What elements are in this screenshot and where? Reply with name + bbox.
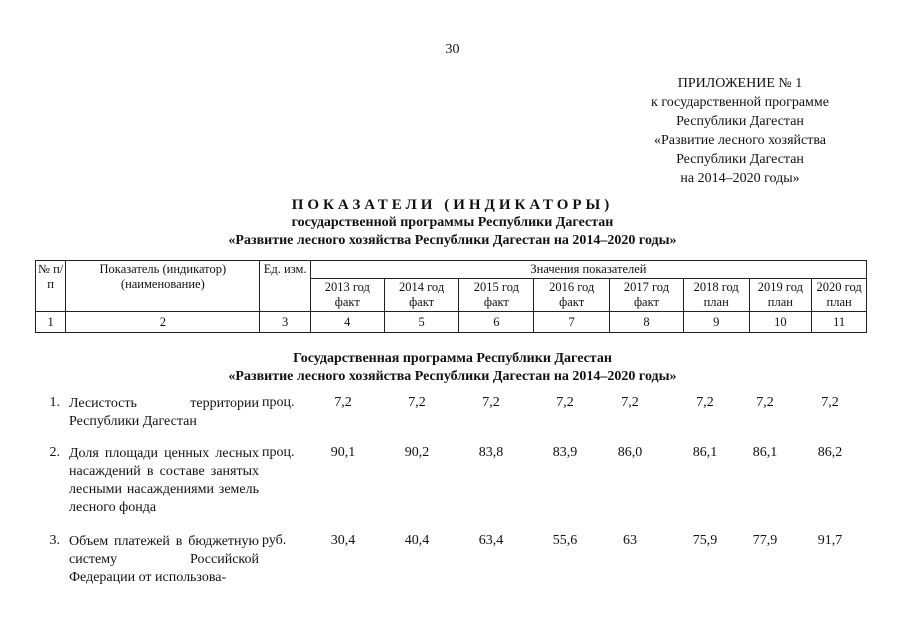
row-value: 86,0 bbox=[617, 445, 643, 460]
title-line-2: государственной программы Республики Дагестан bbox=[291, 215, 614, 230]
header-unit: Ед. изм. bbox=[260, 261, 311, 312]
row-value: 55,6 bbox=[552, 533, 578, 548]
column-number: 8 bbox=[610, 312, 684, 333]
header-year: 2018 год bbox=[693, 280, 739, 294]
annex-block bbox=[600, 74, 880, 188]
header-year-cell bbox=[749, 279, 812, 312]
row-number: 3. bbox=[49, 533, 60, 548]
header-year-cell bbox=[812, 279, 867, 312]
header-year: 2020 год bbox=[816, 280, 862, 294]
row-number: 1. bbox=[49, 395, 60, 410]
header-year-kind: план bbox=[826, 295, 852, 309]
header-no: № п/п bbox=[36, 261, 66, 312]
row-value: 90,2 bbox=[404, 445, 430, 460]
row-indicator-name: Лесистость территории Республики Дагестан bbox=[69, 396, 259, 429]
title-line-1: ПОКАЗАТЕЛИ (ИНДИКАТОРЫ) bbox=[291, 197, 614, 213]
row-unit: проц. bbox=[262, 395, 295, 410]
row-unit: руб. bbox=[262, 533, 287, 548]
header-year-kind: план bbox=[703, 295, 729, 309]
column-number: 5 bbox=[384, 312, 459, 333]
row-number: 2. bbox=[49, 445, 60, 460]
header-year: 2014 год bbox=[398, 280, 445, 294]
annex-line: «Развитие лесного хозяйства bbox=[653, 133, 826, 148]
row-value: 7,2 bbox=[482, 395, 500, 410]
column-number: 2 bbox=[66, 312, 260, 333]
annex-line: ПРИЛОЖЕНИЕ № 1 bbox=[677, 76, 803, 91]
row-value: 7,2 bbox=[696, 395, 714, 410]
row-value: 83,9 bbox=[552, 445, 578, 460]
header-values-group: Значения показателей bbox=[310, 261, 866, 279]
row-value: 7,2 bbox=[756, 395, 774, 410]
column-number: 9 bbox=[683, 312, 749, 333]
header-year-kind: факт bbox=[483, 295, 509, 309]
header-year-cell bbox=[310, 279, 384, 312]
header-year-kind: план bbox=[767, 295, 793, 309]
header-indicator: Показатель (индикатор) (наименование) bbox=[66, 261, 260, 312]
header-year: 2013 год bbox=[324, 280, 370, 294]
row-value: 86,2 bbox=[817, 445, 843, 460]
column-number: 4 bbox=[310, 312, 384, 333]
header-year-cell bbox=[610, 279, 684, 312]
row-indicator-name: Доля площади ценных лесных насаждений в составе занятых лесными насаждениями земель лесного фонда bbox=[69, 446, 259, 515]
header-year-cell bbox=[683, 279, 749, 312]
row-value: 7,2 bbox=[334, 395, 352, 410]
row-value: 86,1 bbox=[692, 445, 718, 460]
section-line-1: Государственная программа Республики Дагестан bbox=[293, 351, 612, 366]
page-number: 30 bbox=[445, 42, 460, 57]
row-value: 7,2 bbox=[408, 395, 426, 410]
header-year-cell bbox=[384, 279, 459, 312]
column-number: 7 bbox=[534, 312, 610, 333]
section-title bbox=[0, 350, 905, 386]
header-year-kind: факт bbox=[409, 295, 435, 309]
column-number: 10 bbox=[749, 312, 812, 333]
title-line-3: «Развитие лесного хозяйства Республики Дагестан на 2014–2020 годы» bbox=[228, 233, 677, 248]
annex-line: на 2014–2020 годы» bbox=[680, 171, 800, 186]
header-year-cell bbox=[534, 279, 610, 312]
row-value: 91,7 bbox=[817, 533, 843, 548]
annex-line: Республики Дагестан bbox=[676, 152, 804, 167]
column-number: 6 bbox=[459, 312, 534, 333]
row-value: 63 bbox=[623, 533, 637, 548]
row-value: 90,1 bbox=[330, 445, 356, 460]
column-number: 3 bbox=[260, 312, 311, 333]
header-year: 2017 год bbox=[623, 280, 670, 294]
annex-line: Республики Дагестан bbox=[676, 114, 804, 129]
row-value: 83,8 bbox=[478, 445, 504, 460]
row-value: 7,2 bbox=[821, 395, 839, 410]
column-number: 1 bbox=[36, 312, 66, 333]
annex-line: к государственной программе bbox=[651, 95, 829, 110]
indicators-table-header bbox=[35, 260, 867, 333]
row-indicator-name: Объем платежей в бюджетную систему Российской Федерации от использова- bbox=[69, 534, 259, 585]
row-value: 75,9 bbox=[692, 533, 718, 548]
header-year-kind: факт bbox=[559, 295, 585, 309]
row-value: 30,4 bbox=[330, 533, 356, 548]
row-value: 77,9 bbox=[752, 533, 778, 548]
header-year: 2015 год bbox=[473, 280, 519, 294]
row-unit: проц. bbox=[262, 445, 295, 460]
row-value: 40,4 bbox=[404, 533, 430, 548]
row-value: 86,1 bbox=[752, 445, 778, 460]
row-value: 7,2 bbox=[556, 395, 574, 410]
header-year-kind: факт bbox=[334, 295, 360, 309]
header-year: 2019 год bbox=[757, 280, 803, 294]
row-value: 63,4 bbox=[478, 533, 504, 548]
document-title bbox=[0, 196, 905, 250]
column-number: 11 bbox=[812, 312, 867, 333]
header-year-cell bbox=[459, 279, 534, 312]
header-year-kind: факт bbox=[633, 295, 659, 309]
row-value: 7,2 bbox=[621, 395, 639, 410]
header-year: 2016 год bbox=[549, 280, 595, 294]
section-line-2: «Развитие лесного хозяйства Республики Дагестан на 2014–2020 годы» bbox=[228, 369, 677, 384]
